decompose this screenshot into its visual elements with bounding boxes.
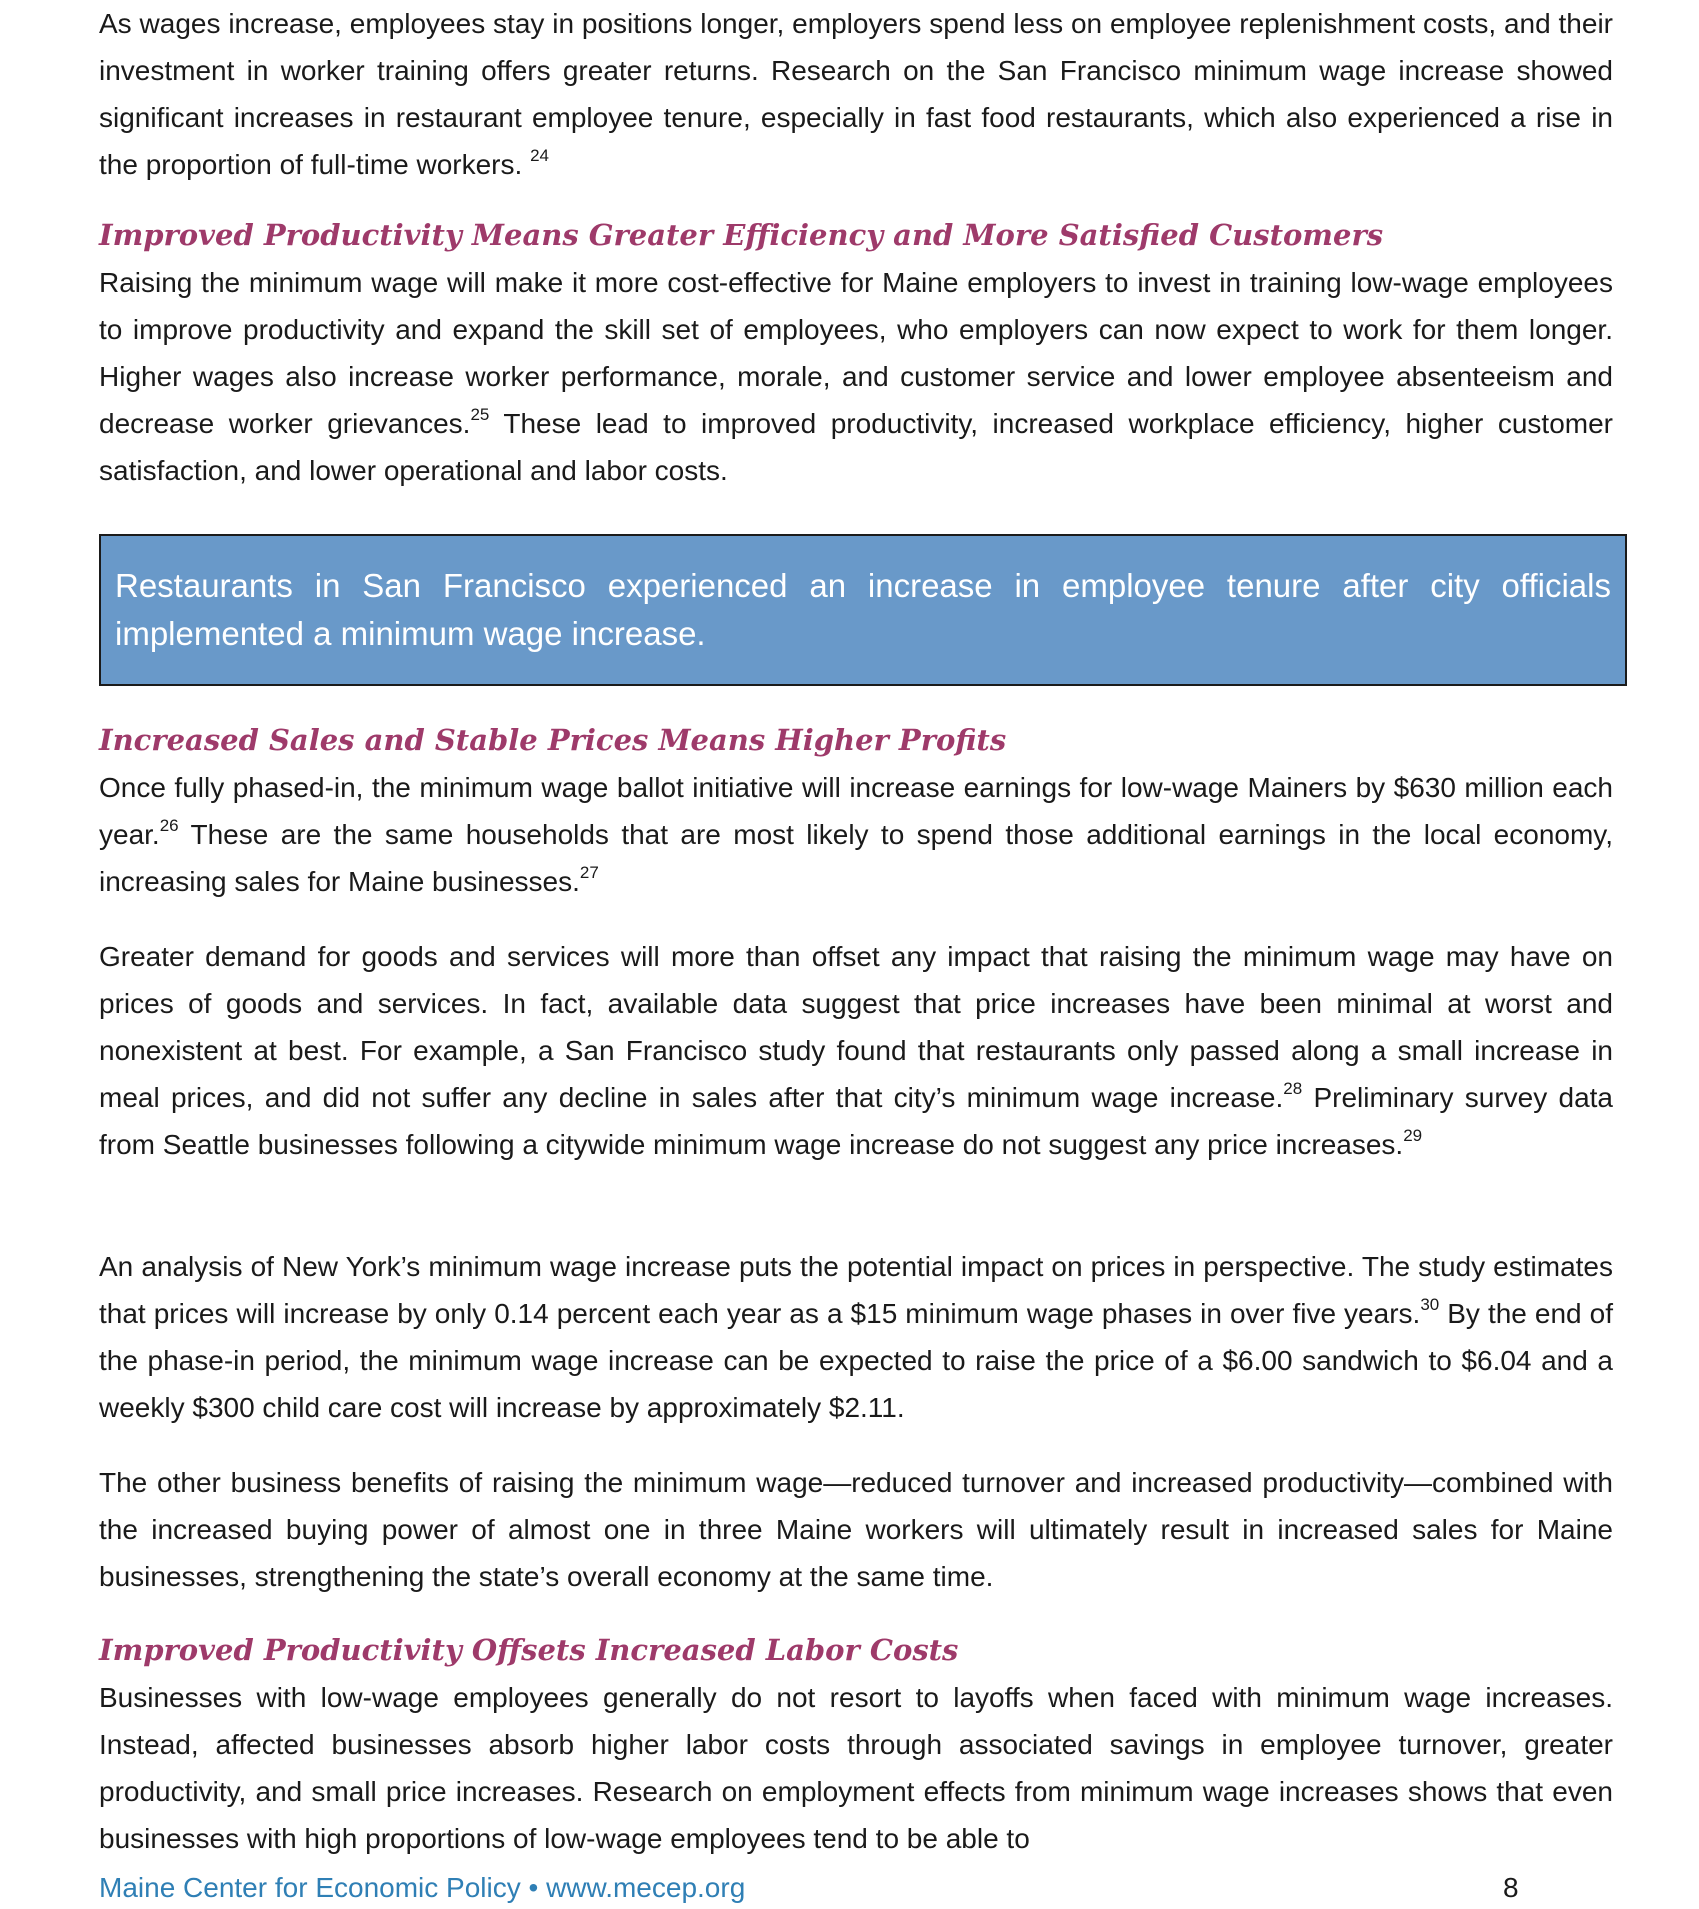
paragraph-prices <box>99 933 1613 1168</box>
paragraph-text: An analysis of New York’s minimum wage increase puts the potential impact on prices in perspective. The study estimates that prices will increase by only 0.14 percent each year as a $15 minimum wage phases in over five years. <box>99 1251 1613 1329</box>
footer-organization[interactable]: Maine Center for Economic Policy • www.mecep.org <box>99 1872 746 1903</box>
paragraph-new-york <box>99 1243 1613 1431</box>
paragraph-text: By the end of the phase-in period, the minimum wage increase can be expected to raise the price of a $6.00 sandwich to $6.04 and a weekly $300 child care cost will increase by approximately $2.11. <box>99 1298 1613 1423</box>
footnote-ref[interactable]: 29 <box>1403 1126 1423 1145</box>
page-number: 8 <box>1503 1872 1519 1903</box>
callout-text: Restaurants in San Francisco experienced an increase in employee tenure after city officials implemented a minimum wage increase. <box>115 567 1611 652</box>
paragraph-layoffs: Businesses with low-wage employees generally do not resort to layoffs when faced with minimum wage increases. Instead, affected businesses absorb higher labor costs through associated savings in employee turnover, greater productivity, and small price increases. Research on employment effects from minimum wage increases shows that even businesses with high proportions of low-wage employees tend to be able to <box>99 1682 1613 1854</box>
callout-box <box>99 534 1627 686</box>
paragraph-text: Once fully phased-in, the minimum wage ballot initiative will increase earnings for low-wage Mainers by $630 million each year. <box>99 772 1613 850</box>
paragraph-earnings <box>99 764 1613 905</box>
footnote-ref[interactable]: 27 <box>579 863 599 882</box>
section-heading-sales: Increased Sales and Stable Prices Means Higher Profits <box>99 723 1007 757</box>
paragraph-business-benefits: The other business benefits of raising the minimum wage—reduced turnover and increased productivity—combined with the increased buying power of almost one in three Maine workers will ultimately result in increased sales for Maine businesses, strengthening the state’s overall economy at the same time. <box>99 1467 1613 1592</box>
footnote-ref[interactable]: 24 <box>530 146 549 165</box>
paragraph-productivity <box>99 259 1613 494</box>
footnote-ref[interactable]: 26 <box>159 816 179 835</box>
section-heading-productivity: Improved Productivity Means Greater Efficiency and More Satisfied Customers <box>99 218 1384 252</box>
paragraph-text: Greater demand for goods and services will more than offset any impact that raising the minimum wage may have on prices of goods and services. In fact, available data suggest that price increases have been minimal at worst and nonexistent at best. For example, a San Francisco study found that restaurants only passed along a small increase in meal prices, and did not suffer any decline in sales after that city’s minimum wage increase. <box>99 941 1613 1113</box>
paragraph-text: Preliminary survey data from Seattle businesses following a citywide minimum wage increase do not suggest any price increases. <box>99 1082 1613 1160</box>
footnote-ref[interactable]: 25 <box>470 405 490 424</box>
paragraph-tenure <box>99 0 1613 188</box>
paragraph-text: These are the same households that are most likely to spend those additional earnings in the local economy, increasing sales for Maine businesses. <box>99 819 1613 897</box>
footnote-ref[interactable]: 30 <box>1420 1295 1440 1314</box>
paragraph-text: As wages increase, employees stay in positions longer, employers spend less on employee replenishment costs, and their investment in worker training offers greater returns. Research on the San Francisco minimum wage increase showed significant increases in restaurant employee tenure, especially in fast food restaurants, which also experienced a rise in the proportion of full-time workers. <box>99 8 1613 180</box>
paragraph-text: These lead to improved productivity, increased workplace efficiency, higher customer satisfaction, and lower operational and labor costs. <box>99 408 1613 486</box>
footnote-ref[interactable]: 28 <box>1283 1079 1303 1098</box>
paragraph-text: Raising the minimum wage will make it more cost-effective for Maine employers to invest in training low-wage employees to improve productivity and expand the skill set of employees, who employers can now expect to work for them longer. Higher wages also increase worker performance, morale, and customer service and lower employee absenteeism and decrease worker grievances. <box>99 267 1613 439</box>
section-heading-labor-costs: Improved Productivity Offsets Increased Labor Costs <box>99 1633 959 1667</box>
